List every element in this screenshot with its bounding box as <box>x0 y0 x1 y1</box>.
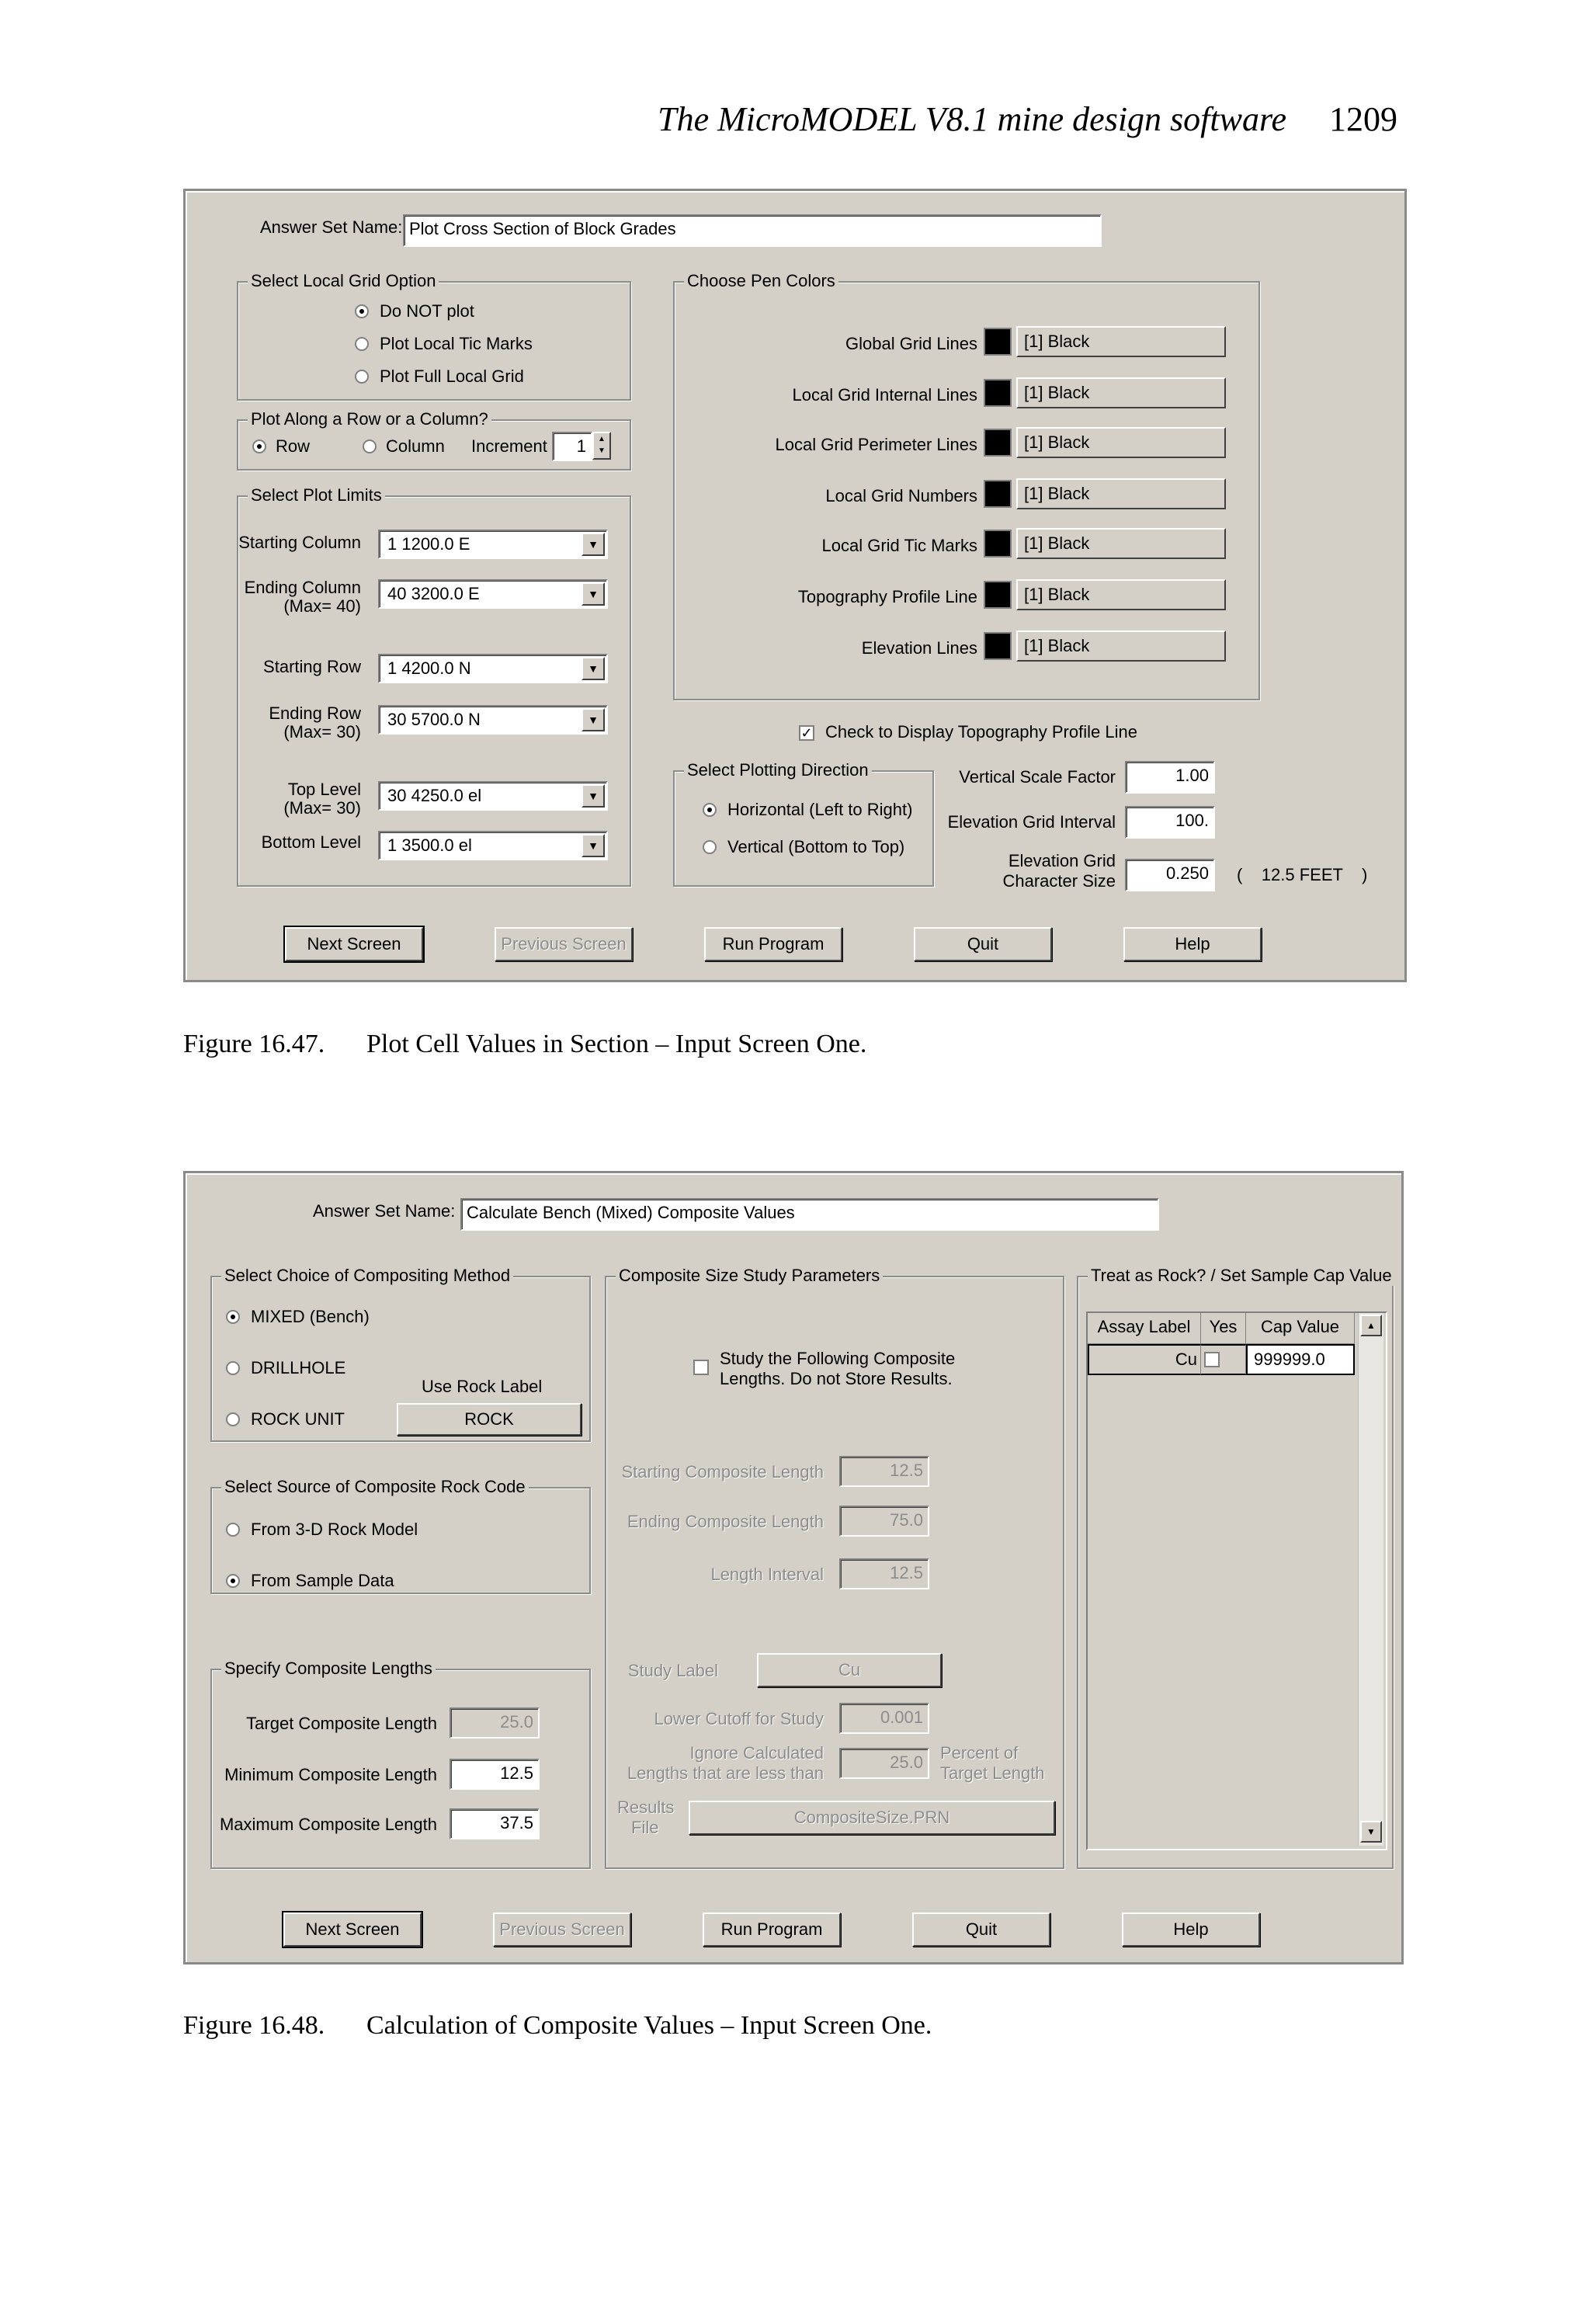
answer-set-input[interactable]: Calculate Bench (Mixed) Composite Values <box>460 1198 1159 1231</box>
cutoff-label: Lower Cutoff for Study <box>654 1709 824 1728</box>
pen-label-global-grid: Global Grid Lines <box>845 334 977 353</box>
study-checkbox[interactable] <box>693 1360 709 1375</box>
elevation-interval-input[interactable]: 100. <box>1125 806 1215 839</box>
header-cap-value[interactable]: Cap Value <box>1246 1313 1355 1344</box>
run-program-button[interactable]: Run Program <box>704 927 842 961</box>
end-length-input[interactable]: 75.0 <box>839 1506 929 1537</box>
top-level-label: Top Level <box>287 780 361 799</box>
figure-caption-text-2: Calculation of Composite Values – Input Screen One. <box>366 2011 932 2040</box>
starting-column-label: Starting Column <box>238 533 361 552</box>
ignore-input[interactable]: 25.0 <box>839 1748 929 1779</box>
pen-swatch-topography <box>984 581 1012 609</box>
running-title: The MicroMODEL V8.1 mine design software <box>658 100 1286 138</box>
pen-swatch-global-grid <box>984 328 1012 356</box>
pen-swatch-tic-marks <box>984 530 1012 558</box>
rock-cap-group <box>1077 1266 1394 1869</box>
assay-cap-grid <box>1086 1311 1387 1850</box>
starting-column-select[interactable] <box>378 530 608 559</box>
radio-horizontal[interactable] <box>703 803 717 817</box>
cutoff-input[interactable]: 0.001 <box>839 1703 929 1734</box>
help-button[interactable]: Help <box>1122 1912 1260 1947</box>
plot-limits-group <box>237 485 631 887</box>
chevron-down-icon[interactable]: ▼ <box>581 533 605 556</box>
radio-mixed[interactable] <box>226 1310 240 1324</box>
rock-cap-title: Treat as Rock? / Set Sample Cap Value <box>1088 1266 1395 1286</box>
pen-select-local-internal[interactable]: [1] Black <box>1016 377 1226 408</box>
composite-study-title: Composite Size Study Parameters <box>616 1266 883 1286</box>
study-label-button[interactable]: Cu <box>757 1653 942 1687</box>
starting-column-value: 1 1200.0 E <box>387 534 470 554</box>
from-model-label: From 3-D Rock Model <box>251 1520 418 1539</box>
top-level-value: 30 4250.0 el <box>387 786 482 805</box>
min-length-label: Minimum Composite Length <box>224 1765 437 1784</box>
plotting-direction-group <box>673 760 934 887</box>
quit-button[interactable]: Quit <box>914 927 1052 961</box>
pen-colors-group <box>673 271 1260 700</box>
rock-label-button[interactable]: ROCK <box>397 1403 581 1436</box>
ignore-label-1: Ignore Calculated <box>689 1743 824 1763</box>
pen-select-tic-marks[interactable]: [1] Black <box>1016 528 1226 559</box>
compositing-method-title: Select Choice of Compositing Method <box>221 1266 513 1286</box>
composite-lengths-title: Specify Composite Lengths <box>221 1659 436 1679</box>
pen-label-local-internal: Local Grid Internal Lines <box>792 385 977 405</box>
use-rock-label: Use Rock Label <box>422 1377 543 1396</box>
start-length-label: Starting Composite Length <box>621 1462 824 1482</box>
results-file-button[interactable]: CompositeSize.PRN <box>689 1801 1055 1835</box>
previous-screen-button[interactable]: Previous Screen <box>493 1912 631 1947</box>
compositing-method-group <box>210 1266 591 1442</box>
target-length-input[interactable]: 25.0 <box>450 1707 540 1739</box>
ending-row-max: (Max= 30) <box>283 722 361 742</box>
row-assay-label[interactable]: Cu <box>1088 1344 1201 1375</box>
composite-lengths-group <box>210 1659 591 1869</box>
radio-row[interactable] <box>252 439 266 453</box>
help-button[interactable]: Help <box>1123 927 1262 961</box>
ending-column-max: (Max= 40) <box>283 596 361 616</box>
next-screen-button[interactable]: Next Screen <box>285 927 423 961</box>
option-do-not-plot: Do NOT plot <box>380 301 474 321</box>
pen-swatch-local-numbers <box>984 480 1012 508</box>
option-plot-tic-marks: Plot Local Tic Marks <box>380 334 533 353</box>
plot-limits-title: Select Plot Limits <box>248 485 385 505</box>
header-assay-label[interactable]: Assay Label <box>1088 1313 1201 1344</box>
radio-do-not-plot[interactable] <box>355 304 369 318</box>
ending-row-value: 30 5700.0 N <box>387 710 481 729</box>
topography-checkbox[interactable]: ✓ <box>799 725 814 741</box>
radio-plot-full-grid[interactable] <box>355 370 369 384</box>
quit-button[interactable]: Quit <box>912 1912 1050 1947</box>
mixed-label: MIXED (Bench) <box>251 1307 370 1326</box>
pen-colors-title: Choose Pen Colors <box>684 271 838 291</box>
chevron-down-icon[interactable]: ▼ <box>581 784 605 808</box>
vertical-scale-input[interactable]: 1.00 <box>1125 761 1215 794</box>
pen-label-local-numbers: Local Grid Numbers <box>825 486 977 505</box>
pen-select-elevation[interactable]: [1] Black <box>1016 631 1226 662</box>
start-length-input[interactable]: 12.5 <box>839 1456 929 1487</box>
vertical-label: Vertical (Bottom to Top) <box>727 837 905 856</box>
next-screen-button[interactable]: Next Screen <box>283 1912 422 1947</box>
char-size-label-2: Character Size <box>1002 871 1116 891</box>
pen-swatch-elevation <box>984 632 1012 660</box>
results-label-2: File <box>631 1818 659 1837</box>
previous-screen-button[interactable]: Previous Screen <box>495 927 633 961</box>
from-sample-label: From Sample Data <box>251 1571 394 1590</box>
ending-row-label: Ending Row <box>269 703 361 723</box>
bottom-level-value: 1 3500.0 el <box>387 835 472 855</box>
local-grid-title: Select Local Grid Option <box>248 271 439 291</box>
percent-label-2: Target Length <box>940 1763 1045 1783</box>
chevron-down-icon[interactable]: ▼ <box>581 708 605 731</box>
end-length-label: Ending Composite Length <box>627 1512 824 1531</box>
chevron-down-icon[interactable]: ▼ <box>581 657 605 680</box>
screen-plot-cell-values <box>183 189 1407 982</box>
local-grid-group <box>237 271 631 401</box>
study-label-label: Study Label <box>627 1661 718 1680</box>
horizontal-label: Horizontal (Left to Right) <box>727 800 913 819</box>
figure-number-1: Figure 16.47. <box>183 1030 325 1058</box>
column-label: Column <box>386 436 445 456</box>
radio-vertical[interactable] <box>703 840 717 854</box>
study-check-label-2: Lengths. Do not Store Results. <box>720 1369 953 1388</box>
bottom-level-label: Bottom Level <box>261 832 361 852</box>
topography-check-label: Check to Display Topography Profile Line <box>825 722 1137 742</box>
row-yes-cell <box>1201 1344 1246 1375</box>
pen-select-global-grid[interactable]: [1] Black <box>1016 326 1226 357</box>
feet-note: ( 12.5 FEET ) <box>1237 865 1368 884</box>
length-interval-label: Length Interval <box>710 1565 824 1584</box>
running-head <box>637 99 1397 139</box>
pen-select-topography[interactable]: [1] Black <box>1016 579 1226 610</box>
option-plot-full-grid: Plot Full Local Grid <box>380 366 524 386</box>
starting-row-value: 1 4200.0 N <box>387 658 471 678</box>
scroll-down-icon[interactable]: ▼ <box>1360 1821 1382 1843</box>
screen-composite-values <box>183 1171 1404 1964</box>
increment-label: Increment <box>471 436 547 456</box>
pen-label-local-perimeter: Local Grid Perimeter Lines <box>775 435 977 454</box>
top-level-max: (Max= 30) <box>283 798 361 818</box>
answer-set-label: Answer Set Name: <box>313 1201 456 1221</box>
figure-number-2: Figure 16.48. <box>183 2011 325 2040</box>
header-yes[interactable]: Yes <box>1201 1313 1246 1344</box>
target-length-label: Target Composite Length <box>246 1714 437 1733</box>
pen-label-tic-marks: Local Grid Tic Marks <box>821 536 977 555</box>
char-size-label-1: Elevation Grid <box>1008 851 1116 870</box>
row-label: Row <box>276 436 311 456</box>
min-length-input[interactable]: 12.5 <box>450 1759 540 1790</box>
results-label-1: Results <box>617 1798 675 1817</box>
elevation-interval-label: Elevation Grid Interval <box>947 812 1116 832</box>
bottom-level-select[interactable] <box>378 831 608 860</box>
char-size-input[interactable]: 0.250 <box>1125 859 1215 891</box>
drillhole-label: DRILLHOLE <box>251 1358 346 1377</box>
top-level-select[interactable] <box>378 781 608 811</box>
ending-column-select[interactable] <box>378 579 608 609</box>
vertical-scale-label: Vertical Scale Factor <box>959 767 1116 787</box>
increment-spinner[interactable]: ▲ ▼ <box>592 432 611 460</box>
max-length-label: Maximum Composite Length <box>219 1815 437 1834</box>
ending-row-select[interactable] <box>378 705 608 735</box>
chevron-down-icon[interactable]: ▼ <box>581 834 605 857</box>
pen-select-local-numbers[interactable]: [1] Black <box>1016 478 1226 509</box>
percent-label-1: Percent of <box>940 1743 1019 1763</box>
figure-caption-2 <box>183 2011 932 2041</box>
pen-label-elevation: Elevation Lines <box>861 638 977 658</box>
study-check-label-1: Study the Following Composite <box>720 1349 956 1368</box>
length-interval-input[interactable]: 12.5 <box>839 1558 929 1589</box>
rock-unit-label: ROCK UNIT <box>251 1409 345 1429</box>
rock-source-title: Select Source of Composite Rock Code <box>221 1477 529 1497</box>
radio-plot-tic-marks[interactable] <box>355 337 369 351</box>
max-length-input[interactable]: 37.5 <box>450 1808 540 1839</box>
pen-select-local-perimeter[interactable]: [1] Black <box>1016 427 1226 458</box>
treat-as-rock-checkbox[interactable] <box>1204 1352 1220 1367</box>
run-program-button[interactable]: Run Program <box>703 1912 841 1947</box>
ending-column-label: Ending Column <box>244 578 361 597</box>
answer-set-label: Answer Set Name: <box>260 217 403 237</box>
plotting-direction-title: Select Plotting Direction <box>684 760 872 780</box>
pen-swatch-local-internal <box>984 379 1012 407</box>
ignore-label-2: Lengths that are less than <box>627 1763 824 1783</box>
pen-swatch-local-perimeter <box>984 429 1012 457</box>
pen-label-topography: Topography Profile Line <box>797 587 977 606</box>
radio-rock-unit[interactable] <box>226 1412 240 1426</box>
page-number: 1209 <box>1329 100 1397 138</box>
answer-set-input[interactable]: Plot Cross Section of Block Grades <box>403 214 1102 247</box>
grid-scrollbar[interactable] <box>1358 1313 1383 1846</box>
radio-from-sample[interactable] <box>226 1574 240 1588</box>
ending-column-value: 40 3200.0 E <box>387 584 480 603</box>
radio-drillhole[interactable] <box>226 1361 240 1375</box>
row-column-title: Plot Along a Row or a Column? <box>248 409 491 429</box>
chevron-down-icon[interactable]: ▼ <box>581 582 605 606</box>
figure-caption-text-1: Plot Cell Values in Section – Input Screen One. <box>366 1030 867 1058</box>
starting-row-label: Starting Row <box>263 657 361 676</box>
scroll-up-icon[interactable]: ▲ <box>1360 1315 1382 1336</box>
increment-input[interactable]: 1 <box>552 432 592 461</box>
rock-source-group <box>210 1477 591 1594</box>
row-column-group <box>237 409 631 471</box>
figure-caption-1 <box>183 1030 866 1059</box>
radio-from-model[interactable] <box>226 1523 240 1537</box>
row-cap-value[interactable]: 999999.0 <box>1246 1344 1355 1375</box>
radio-column[interactable] <box>363 439 377 453</box>
starting-row-select[interactable] <box>378 654 608 683</box>
composite-study-group <box>605 1266 1064 1869</box>
